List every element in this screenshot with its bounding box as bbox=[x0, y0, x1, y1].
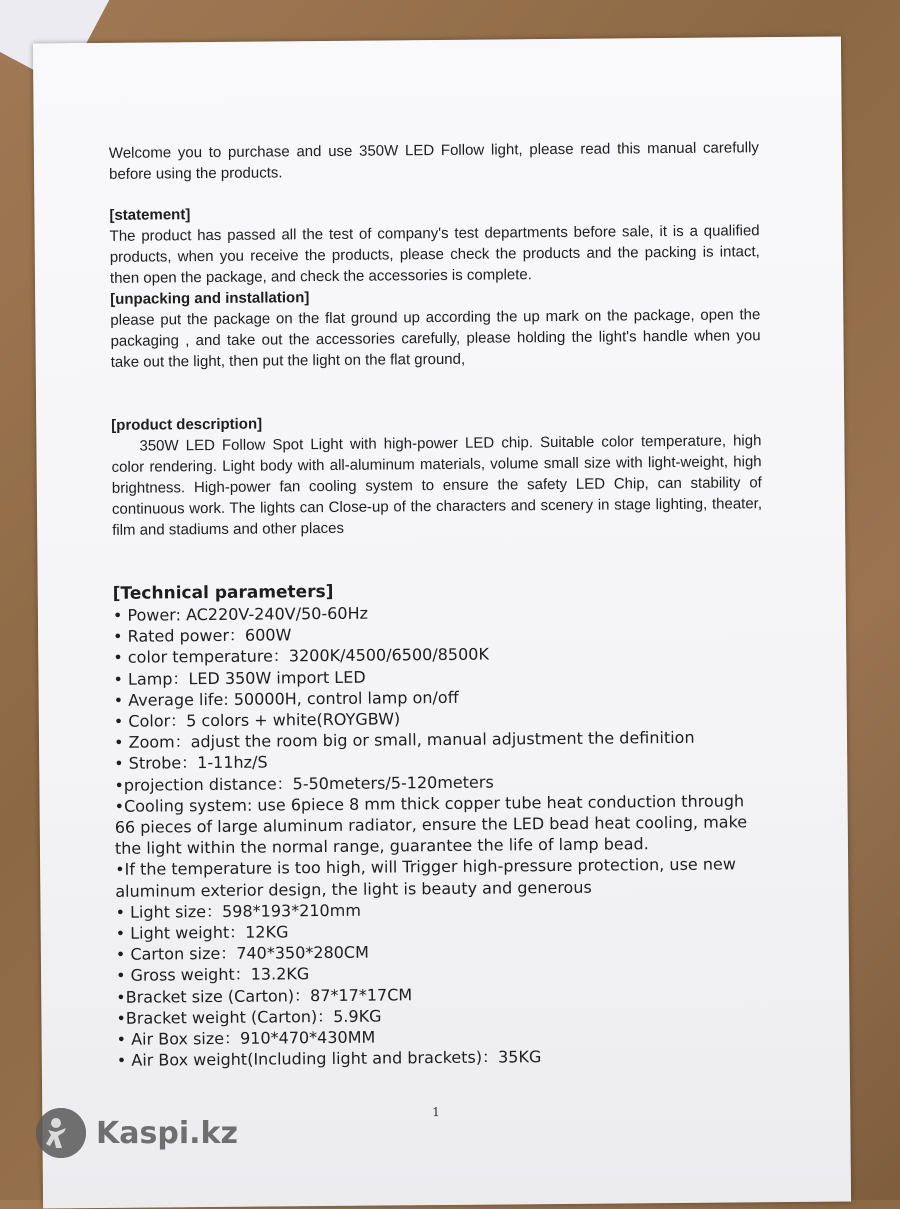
tech-item: •If the temperature is too high, will Trigger high-pressure protection, use new aluminum exterior design, the light is beauty and generous bbox=[115, 854, 736, 901]
technical-heading: [Technical parameters] bbox=[112, 581, 334, 604]
intro-text: Welcome you to purchase and use 350W LED Follow light, please read this manual carefully before using the products. bbox=[108, 139, 759, 183]
statement-heading: [statement] bbox=[109, 206, 191, 224]
tech-item: • Carton size：740*350*280CM bbox=[115, 942, 369, 965]
unpacking-text: please put the package on the flat ground up according the up mark on the package, open the packaging , and take out the accessories carefully, please holding the light's handle when you take out the light, then put the light on the flat ground, bbox=[110, 306, 761, 371]
product-text: 350W LED Follow Spot Light with high-power LED chip. Suitable color temperature, high color rendering. Light body with all-aluminum materials, volume small size with light-weight, high brightness. High-power fan cooling system to ensure the safety LED Chip, can stability of continuous work. The lights can Close-up of the characters and scenery in stage lighting, theater, film and stadiums and other places bbox=[111, 432, 763, 539]
watermark-text: Kaspi.kz bbox=[96, 1115, 238, 1151]
page-number: 1 bbox=[432, 1105, 440, 1120]
tech-item: •Bracket size (Carton)：87*17*17CM bbox=[116, 984, 413, 1007]
manual-page bbox=[33, 36, 851, 1208]
tech-item: • color temperature：3200K/4500/6500/8500K bbox=[113, 644, 489, 668]
tech-item: • Gross weight：13.2KG bbox=[115, 964, 310, 986]
tech-item: •projection distance：5-50meters/5-120meters bbox=[114, 772, 494, 795]
tech-item: • Power: AC220V-240V/50-60Hz bbox=[112, 603, 369, 625]
tech-item: •Cooling system: use 6piece 8 mm thick copper tube heat conduction through 66 pieces of large aluminum radiator, ensure the LED bead heat cooling, make the light within the normal range, guarantee the life of lamp bead. bbox=[114, 791, 748, 859]
technical-list bbox=[113, 599, 767, 1071]
tech-item: • Air Box size：910*470*430MM bbox=[116, 1027, 376, 1049]
statement-text: The product has passed all the test of company's test departments before sale, it is a qualified products, when you receive the products, please check the products and the packing is intact, then open the package, and check the accessories is complete. bbox=[109, 222, 760, 287]
tech-item: • Rated power：600W bbox=[113, 625, 292, 647]
product-heading: [product description] bbox=[111, 415, 263, 434]
tech-item: • Air Box weight(Including light and brackets)：35KG bbox=[116, 1047, 542, 1071]
tech-item: • Light weight：12KG bbox=[115, 922, 289, 943]
unpacking-heading: [unpacking and installation] bbox=[110, 289, 310, 308]
tech-item: • Zoom：adjust the room big or small, manual adjustment the definition bbox=[113, 728, 695, 753]
tech-item: • Light size：598*193*210mm bbox=[115, 900, 361, 922]
manual-content bbox=[109, 137, 767, 1071]
kaspi-watermark bbox=[36, 1108, 238, 1158]
tech-item: • Average life: 50000H, control lamp on/off bbox=[113, 687, 459, 710]
tech-item: • Lamp：LED 350W import LED bbox=[113, 667, 366, 689]
tech-item: •Bracket weight (Carton)：5.9KG bbox=[116, 1006, 382, 1028]
tech-item: • Color：5 colors + white(ROYGBW) bbox=[113, 709, 401, 731]
tech-item: • Strobe：1-11hz/S bbox=[114, 752, 268, 774]
kaspi-logo-icon bbox=[36, 1108, 86, 1158]
